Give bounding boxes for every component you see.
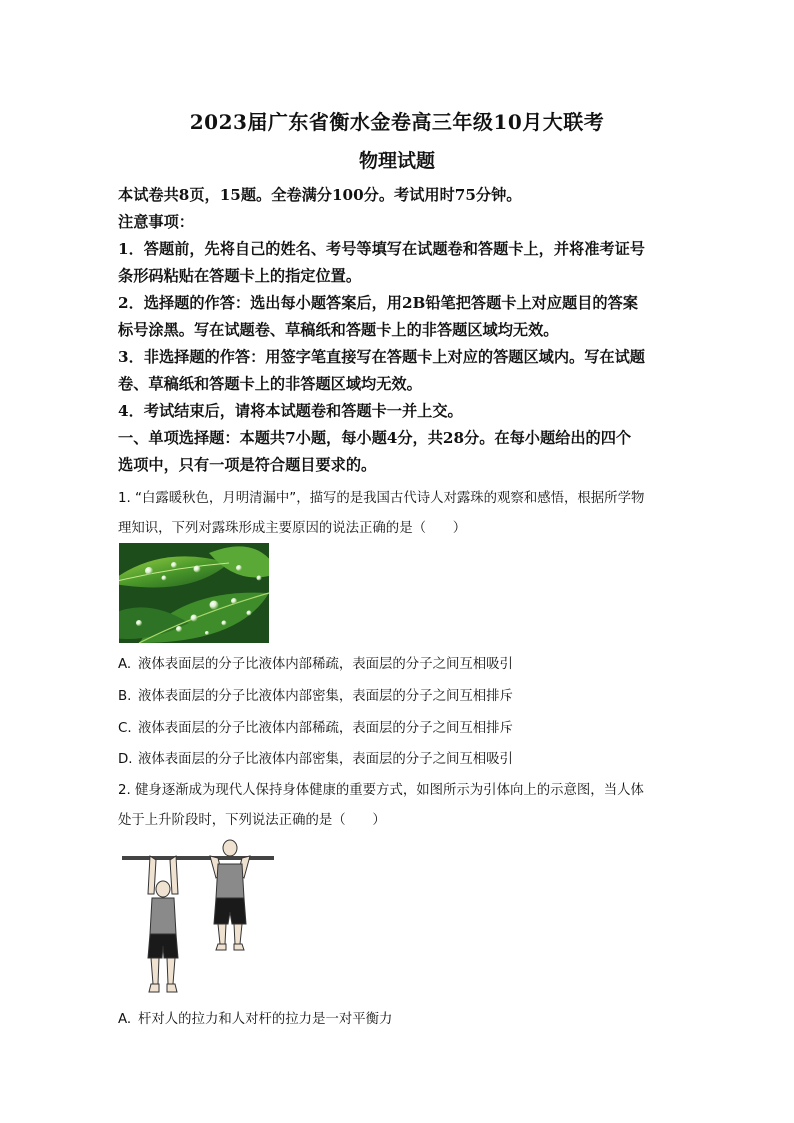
dew-leaf-photo-icon bbox=[119, 543, 269, 643]
question-1-stem: 1. “白露暖秋色，月明清漏中”，描写的是我国古代诗人对露珠的观察和感悟，根据所学物 bbox=[118, 491, 645, 506]
pull-up-figure-icon bbox=[118, 834, 278, 999]
section-heading: 选项中，只有一项是符合题目要求的。 bbox=[118, 456, 377, 474]
q1-option-d: D. 液体表面层的分子比液体内部密集，表面层的分子之间互相吸引 bbox=[118, 752, 513, 767]
note-line: 卷、草稿纸和答题卡上的非答题区域均无效。 bbox=[118, 375, 422, 393]
q1-option-a: A. 液体表面层的分子比液体内部稀疏，表面层的分子之间互相吸引 bbox=[118, 657, 513, 672]
q2-option-a: A. 杆对人的拉力和人对杆的拉力是一对平衡力 bbox=[118, 1012, 393, 1027]
exam-subject: 物理试题 bbox=[358, 150, 435, 172]
q1-option-c: C. 液体表面层的分子比液体内部稀疏，表面层的分子之间互相排斥 bbox=[118, 721, 513, 736]
note-line: 3．非选择题的作答：用签字笔直接写在答题卡上对应的答题区域内。写在试题 bbox=[118, 348, 645, 366]
section-heading: 一、单项选择题：本题共7小题，每小题4分，共28分。在每小题给出的四个 bbox=[118, 429, 632, 447]
note-line: 标号涂黑。写在试题卷、草稿纸和答题卡上的非答题区域均无效。 bbox=[118, 321, 559, 339]
note-line: 4．考试结束后，请将本试题卷和答题卡一并上交。 bbox=[118, 402, 463, 420]
exam-title: 2023届广东省衡水金卷高三年级10月大联考 bbox=[189, 110, 605, 134]
notes-heading: 注意事项： bbox=[118, 213, 194, 231]
question-1-stem: 理知识，下列对露珠形成主要原因的说法正确的是（ ） bbox=[118, 521, 467, 536]
note-line: 2．选择题的作答：选出每小题答案后，用2B铅笔把答题卡上对应题目的答案 bbox=[118, 294, 638, 312]
note-line: 1．答题前，先将自己的姓名、考号等填写在试题卷和答题卡上，并将准考证号 bbox=[118, 240, 645, 258]
note-line: 条形码粘贴在答题卡上的指定位置。 bbox=[118, 267, 361, 285]
question-2-stem: 2. 健身逐渐成为现代人保持身体健康的重要方式，如图所示为引体向上的示意图，当人体 bbox=[118, 783, 644, 798]
exam-summary: 本试卷共8页，15题。全卷满分100分。考试用时75分钟。 bbox=[118, 186, 522, 204]
q1-option-b: B. 液体表面层的分子比液体内部密集，表面层的分子之间互相排斥 bbox=[118, 689, 513, 704]
question-2-stem: 处于上升阶段时，下列说法正确的是（ ） bbox=[118, 813, 386, 828]
